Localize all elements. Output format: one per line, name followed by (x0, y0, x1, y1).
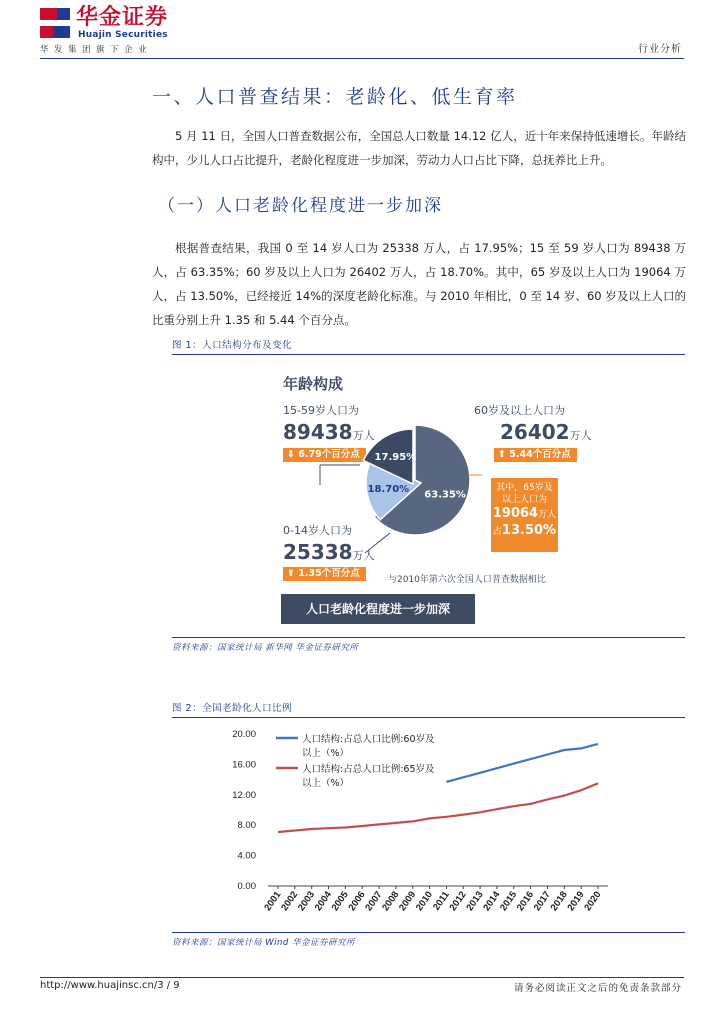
x-tick-label: 2013 (464, 889, 486, 914)
series-line (278, 783, 598, 832)
logo-text-en: Huajin Securities (78, 30, 168, 40)
note-box (491, 478, 558, 552)
x-tick-label: 2019 (565, 889, 587, 914)
pie-slice-label: 63.35% (424, 489, 466, 501)
y-tick-label: 4.00 (237, 850, 256, 862)
series-line (446, 744, 598, 782)
x-tick-label: 2008 (380, 889, 402, 914)
section-heading: 一、人口普查结果：老龄化、低生育率 (152, 86, 518, 108)
arrow-up-icon: ⬆ (287, 568, 295, 579)
note-value: 19064万人 (492, 506, 557, 521)
x-tick-label: 2012 (447, 889, 469, 914)
subsection-heading: （一）人口老龄化程度进一步加深 (158, 196, 443, 216)
y-tick-label: 16.00 (232, 759, 256, 771)
figure-divider (172, 637, 685, 638)
header-divider (40, 58, 684, 59)
x-tick-label: 2003 (296, 889, 318, 914)
group-label: 0-14岁人口为 (283, 524, 352, 537)
y-tick-label: 0.00 (237, 881, 256, 892)
figure-caption: 图 2：全国老龄化人口比例 (172, 703, 293, 714)
figure-divider (172, 354, 685, 355)
infographic-title: 年龄构成 (283, 375, 344, 393)
leader-line (365, 533, 390, 553)
body-paragraph: 根据普查结果，我国 0 至 14 岁人口为 25338 万人，占 17.95%；15 至 59 岁人口为 89438 万人，占 63.35%；60 岁及以上人口为 26402 万人，占 18.70%。其中，65 岁及以上人口为 19064 万人，占 13.50%，已经接近 14%的深度老龄化标准。与 2010 年相比，0 至 14 岁、60 岁及以上人口的比重分别上升 1.35 和 5.44 个百分点。 (152, 241, 686, 327)
comparison-note: 与2010年第六次全国人口普查数据相比 (388, 575, 546, 585)
x-tick-label: 2004 (312, 889, 334, 914)
y-tick-label: 8.00 (237, 820, 256, 832)
x-tick-label: 2016 (514, 889, 537, 914)
legend-label: 人口结构:占总人口比例:60岁及 (302, 734, 435, 745)
y-tick-label: 20.00 (232, 729, 256, 740)
x-tick-label: 2015 (498, 889, 520, 914)
pie-slice-label: 17.95% (374, 452, 417, 464)
footer-url[interactable]: http://www.huajinsc.cn/3 / 9 (40, 980, 180, 991)
banner: 人口老龄化程度进一步加深 (281, 594, 475, 624)
pie-slice-label: 18.70% (367, 483, 410, 495)
group-value: 26402万人 (500, 420, 592, 444)
x-tick-label: 2001 (262, 889, 284, 914)
x-tick-label: 2011 (431, 889, 452, 913)
figure-caption: 图 1：人口结构分布及变化 (172, 340, 293, 351)
footer-disclaimer: 请务必阅读正文之后的免责条款部分 (513, 983, 682, 994)
logo-text-cn: 华金证券 (76, 5, 169, 30)
note-line: 以上人口为 (501, 495, 547, 505)
group-label: 60岁及以上人口为 (474, 404, 565, 417)
group-label: 15-59岁人口为 (283, 404, 359, 417)
figure-source: 资料来源：国家统计局 Wind 华金证券研究所 (172, 938, 355, 948)
aging-line-chart (172, 720, 685, 930)
figure-source: 资料来源：国家统计局 新华网 华金证券研究所 (172, 643, 359, 653)
arrow-up-icon: ⬆ (498, 449, 506, 460)
x-tick-label: 2009 (397, 889, 419, 914)
body-paragraph: 5 月 11 日，全国人口普查数据公布，全国总人口数量 14.12 亿人，近十年来保持低速增长。年龄结构中，少儿人口占比提升，老龄化程度进一步加深，劳动力人口占比下降，总抚养比上升。 (152, 129, 686, 167)
legend-label: 以上（%） (302, 748, 350, 759)
huajin-logo-icon (40, 8, 70, 38)
note-line: 其中，65岁及 (496, 483, 553, 493)
group-value: 89438万人 (283, 420, 375, 444)
group-value: 25338万人 (283, 540, 375, 564)
figure-divider (172, 717, 685, 718)
figure-divider (172, 932, 685, 933)
change-badge: ⬇ 6.79个百分点 (283, 448, 366, 462)
x-tick-label: 2002 (279, 889, 301, 914)
legend-label: 以上（%） (302, 778, 350, 789)
legend-label: 人口结构:占总人口比例:65岁及 (302, 764, 435, 775)
footer-divider (40, 977, 684, 978)
change-badge: ⬆ 5.44个百分点 (494, 448, 577, 462)
change-badge: ⬆ 1.35个百分点 (283, 567, 366, 581)
x-tick-label: 2020 (582, 889, 604, 914)
x-tick-label: 2017 (531, 889, 553, 914)
y-tick-label: 12.00 (232, 789, 256, 801)
x-tick-label: 2010 (413, 889, 436, 914)
document-type: 行业分析 (638, 44, 682, 55)
slogan: 华发集团旗下企业 (40, 45, 153, 55)
x-tick-label: 2018 (548, 889, 570, 914)
x-tick-label: 2005 (329, 889, 351, 914)
note-pct: 占13.50% (492, 523, 557, 538)
x-tick-label: 2007 (363, 889, 385, 914)
x-tick-label: 2014 (481, 889, 503, 914)
x-tick-label: 2006 (346, 889, 368, 914)
arrow-down-icon: ⬇ (287, 449, 295, 460)
